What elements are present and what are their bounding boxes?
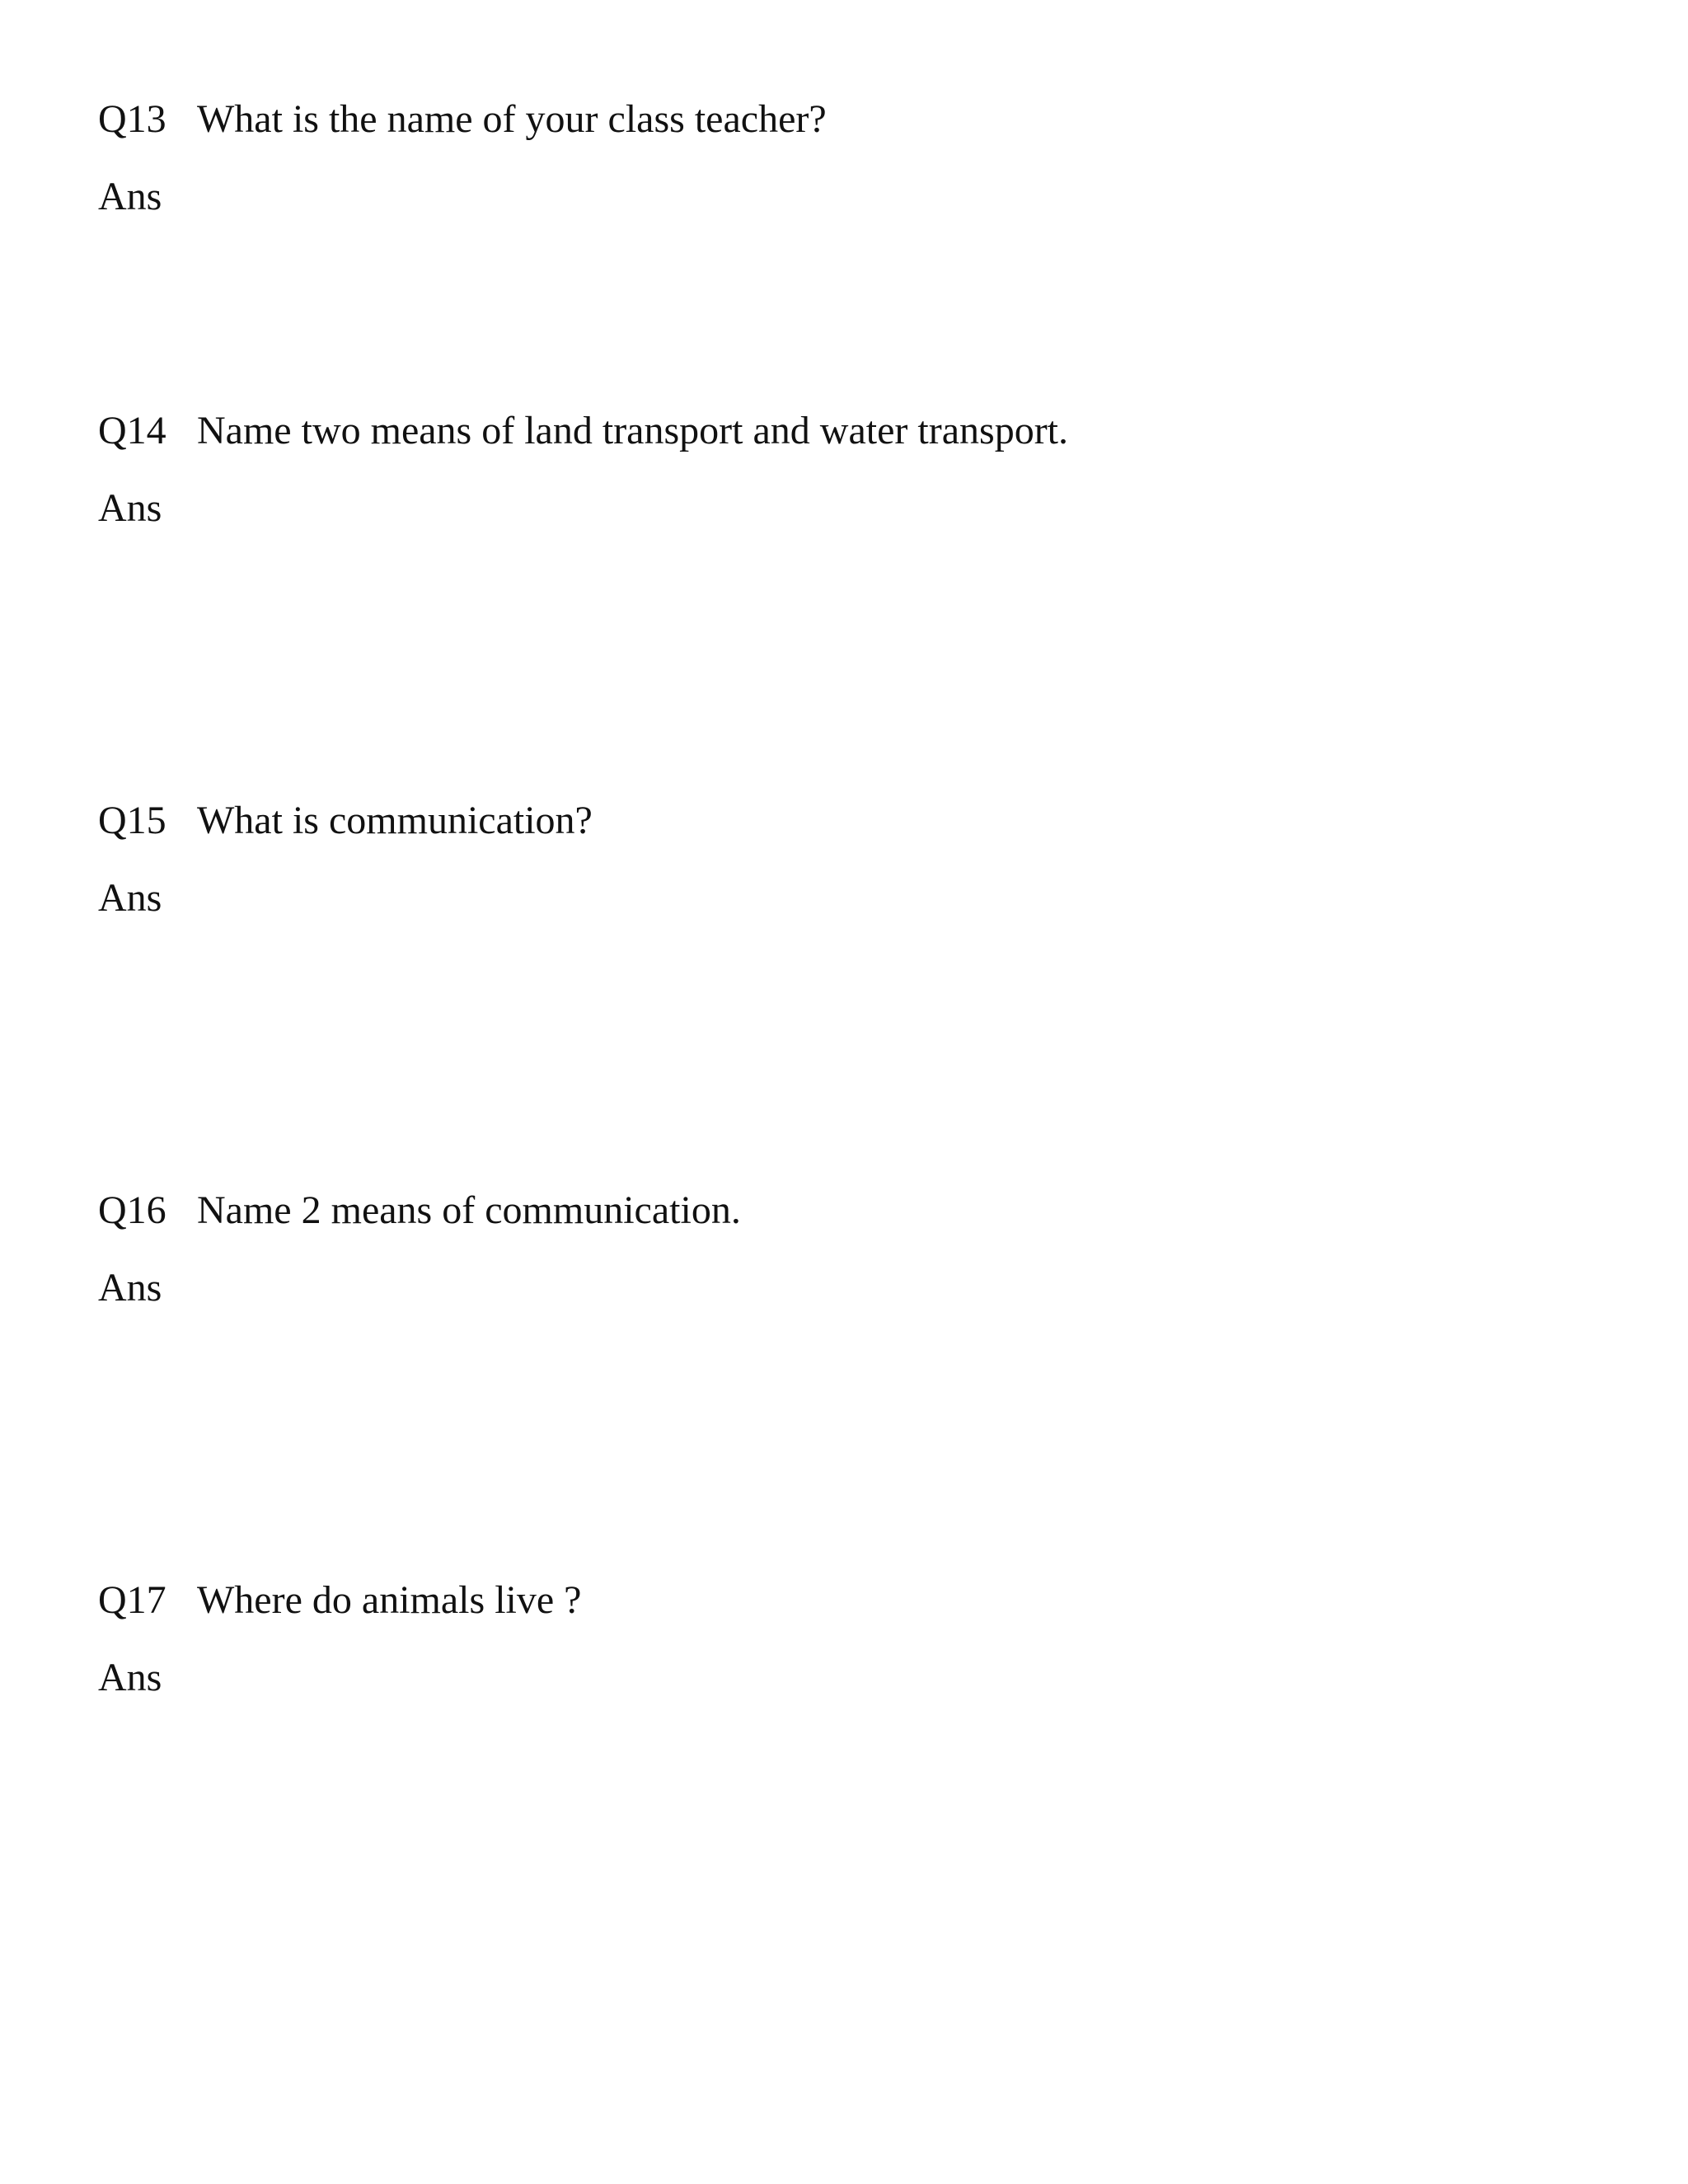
answer-line (98, 1652, 1582, 1704)
question-line (98, 1184, 1582, 1237)
answer-space[interactable] (197, 482, 1516, 535)
question-line (98, 1574, 1582, 1627)
question-number: Q13 (98, 97, 166, 141)
answer-space[interactable] (197, 872, 1516, 925)
question-number: Q15 (98, 799, 166, 842)
question-text: What is communication? (197, 799, 593, 842)
question-block-q13 (98, 93, 1582, 223)
question-line (98, 794, 1582, 847)
question-block-q16 (98, 1184, 1582, 1315)
question-line (98, 93, 1582, 146)
question-line (98, 405, 1582, 457)
question-text: Where do animals live ? (197, 1578, 582, 1622)
answer-space[interactable] (197, 171, 1516, 223)
answer-line (98, 872, 1582, 925)
answer-label: Ans (98, 876, 162, 920)
answer-line (98, 1262, 1582, 1315)
answer-line (98, 171, 1582, 223)
answer-space[interactable] (197, 1652, 1516, 1704)
question-text: Name two means of land transport and water transport. (197, 409, 1069, 452)
question-number: Q16 (98, 1188, 166, 1232)
answer-label: Ans (98, 1266, 162, 1310)
question-block-q15 (98, 794, 1582, 925)
question-number: Q14 (98, 409, 166, 452)
question-block-q17 (98, 1574, 1582, 1704)
question-block-q14 (98, 405, 1582, 535)
answer-label: Ans (98, 175, 162, 218)
question-number: Q17 (98, 1578, 166, 1622)
answer-label: Ans (98, 486, 162, 530)
question-text: What is the name of your class teacher? (197, 97, 827, 141)
answer-line (98, 482, 1582, 535)
answer-label: Ans (98, 1656, 162, 1699)
answer-space[interactable] (197, 1262, 1516, 1315)
question-text: Name 2 means of communication. (197, 1188, 741, 1232)
